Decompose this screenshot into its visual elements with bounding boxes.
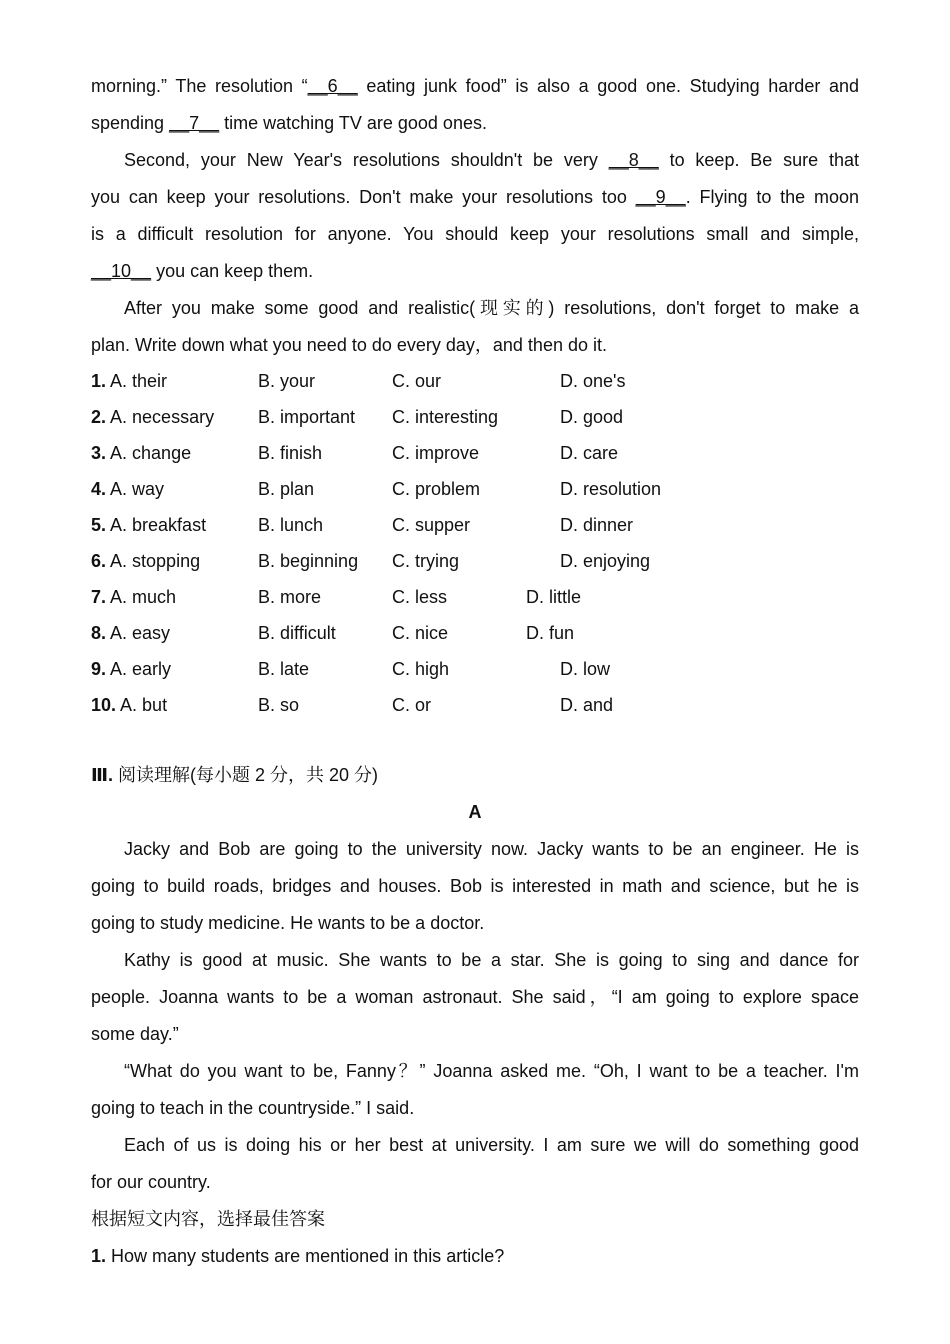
- question-1: 1. How many students are mentioned in this article?: [91, 1246, 505, 1266]
- text-line: some day.”: [91, 1024, 179, 1044]
- option-row: 7. A. much B. more C. less D. little: [91, 587, 582, 607]
- text-line: After you make some good and realistic(现实的) resolutions, don't forget to make a: [124, 298, 859, 318]
- text-line: “What do you want to be, Fanny？” Joanna asked me. “Oh, I want to be a teacher. I'm: [124, 1061, 859, 1081]
- cloze-paragraph-1: [91, 68, 859, 142]
- reading-paragraph-3: [91, 1053, 859, 1127]
- blank-6: __6__: [307, 76, 358, 96]
- option-row: 8. A. easy B. difficult C. nice D. fun: [91, 623, 575, 643]
- text-line: Second, your New Year's resolutions shouldn't be very __8__ to keep. Be sure that: [124, 150, 859, 170]
- cloze-paragraph-2: [91, 142, 859, 290]
- text-line: spending __7__ time watching TV are good ones.: [91, 113, 487, 133]
- document-page: [91, 68, 859, 1275]
- text-line: __10__ you can keep them.: [91, 261, 314, 281]
- option-row: 6. A. stopping B. beginning C. trying D. enjoying: [91, 551, 651, 571]
- option-row: 9. A. early B. late C. high D. low: [91, 659, 611, 679]
- cloze-paragraph-3: [91, 290, 859, 364]
- reading-paragraph-4: [91, 1127, 859, 1201]
- instruction: 根据短文内容，选择最佳答案: [91, 1209, 325, 1229]
- text-line: plan. Write down what you need to do every day，and then do it.: [91, 335, 607, 355]
- text-line: Kathy is good at music. She wants to be a star. She is going to sing and dance for: [124, 950, 859, 970]
- option-row: 10. A. but B. so C. or D. and: [91, 695, 614, 715]
- blank-8: __8__: [608, 150, 659, 170]
- text-line: people. Joanna wants to be a woman astronaut. She said，“I am going to explore space: [91, 987, 859, 1007]
- text-line: Each of us is doing his or her best at university. I am sure we will do something good: [124, 1135, 859, 1155]
- reading-paragraph-1: [91, 831, 859, 942]
- blank-10: __10__: [91, 261, 152, 281]
- text-line: is a difficult resolution for anyone. You should keep your resolutions small and simple,: [91, 224, 859, 244]
- text-line: for our country.: [91, 1172, 211, 1192]
- option-row: 2. A. necessary B. important C. interesting D. good: [91, 407, 624, 427]
- blank-7: __7__: [169, 113, 220, 133]
- spacer: [91, 723, 859, 757]
- text-line: going to teach in the countryside.” I said.: [91, 1098, 415, 1118]
- passage-label: A: [468, 802, 482, 822]
- options-list: [91, 363, 859, 723]
- text-line: going to build roads, bridges and houses. Bob is interested in math and science, but he is: [91, 876, 859, 896]
- option-row: 4. A. way B. plan C. problem D. resolution: [91, 479, 662, 499]
- text-line: morning.” The resolution “__6__ eating junk food” is also a good one. Studying harder and: [91, 76, 859, 96]
- text-line: going to study medicine. He wants to be a doctor.: [91, 913, 485, 933]
- blank-9: __9__: [635, 187, 686, 207]
- option-row: 1. A. their B. your C. our D. one's: [91, 371, 626, 391]
- text-line: Jacky and Bob are going to the university now. Jacky wants to be an engineer. He is: [124, 839, 859, 859]
- text-line: you can keep your resolutions. Don't make your resolutions too __9__. Flying to the moon: [91, 187, 859, 207]
- reading-paragraph-2: [91, 942, 859, 1053]
- option-row: 5. A. breakfast B. lunch C. supper D. dinner: [91, 515, 634, 535]
- option-row: 3. A. change B. finish C. improve D. care: [91, 443, 619, 463]
- section-heading: Ⅲ. 阅读理解(每小题 2 分，共 20 分): [91, 765, 379, 785]
